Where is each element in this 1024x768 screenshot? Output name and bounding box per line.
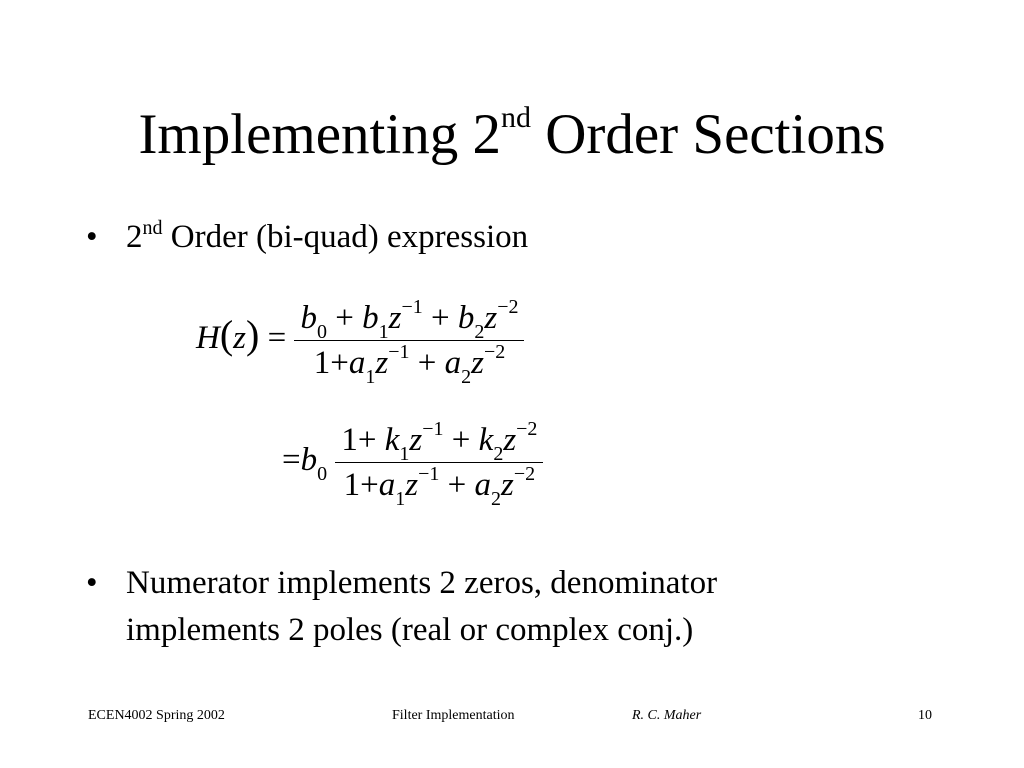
eq1-den-plus1: +: [330, 345, 349, 381]
eq2-num-z1: z: [409, 422, 423, 458]
eq2-den-a2-sub: 2: [491, 488, 502, 510]
eq1-numerator: [294, 298, 524, 341]
eq1-num-z2-exp: −2: [497, 296, 519, 318]
eq1-num-b1-sub: 1: [378, 321, 389, 343]
eq1-equals: =: [267, 320, 287, 357]
title-suffix: Order Sections: [530, 103, 886, 166]
eq1-den-z2-exp: −2: [483, 341, 506, 363]
eq1-den-a1-sub: 1: [365, 366, 376, 388]
eq2-den-plus1: +: [360, 467, 379, 503]
eq2-num-one: 1: [341, 422, 358, 458]
eq2-num-z2-exp: −2: [516, 418, 538, 440]
eq1-num-b0: b: [300, 300, 317, 336]
eq2-denominator: [335, 463, 543, 510]
eq1-z: z: [233, 320, 247, 357]
eq2-den-z1-exp: −1: [418, 463, 440, 485]
eq2-den-a1-sub: 1: [395, 488, 406, 510]
eq1-open-paren: (: [219, 312, 234, 358]
eq1-den-a1: a: [348, 345, 366, 381]
eq2-den-a2: a: [474, 467, 492, 503]
eq1-den-z1-exp: −1: [388, 341, 410, 363]
eq1-num-z1-exp: −1: [401, 296, 423, 318]
eq2-den-one: 1: [343, 467, 361, 503]
transfer-function-equation: [196, 296, 524, 388]
eq1-num-z1: z: [388, 300, 402, 336]
eq2-fraction: [335, 418, 543, 510]
eq2-num-plus2: +: [451, 422, 471, 458]
eq1-num-b1: b: [362, 300, 379, 336]
title-prefix: Implementing 2: [138, 103, 501, 166]
factored-equation: [282, 418, 543, 510]
eq2-den-z2-exp: −2: [513, 463, 536, 485]
bullet-text: [126, 560, 717, 654]
slide-title: [0, 100, 1024, 170]
footer-topic: Filter Implementation: [392, 708, 515, 723]
eq2-num-k2-sub: 2: [493, 443, 504, 465]
footer-author: R. C. Maher: [632, 708, 702, 723]
eq1-den-a2: a: [444, 345, 462, 381]
eq1-close-paren: ): [246, 312, 260, 358]
eq1-num-plus1: +: [335, 300, 354, 336]
eq2-num-k2: k: [478, 422, 494, 458]
eq2-num-plus1: +: [357, 422, 377, 458]
eq1-den-z2: z: [471, 345, 484, 381]
bullet-marker: •: [86, 565, 98, 601]
bullet-prefix: 2: [126, 219, 143, 255]
bullet-label: Order (bi-quad) expression: [162, 219, 529, 255]
eq1-fraction: [294, 296, 524, 388]
eq2-num-k1-sub: 1: [399, 443, 410, 465]
page-number: 10: [918, 708, 932, 723]
eq1-den-z1: z: [375, 345, 389, 381]
eq1-den-a2-sub: 2: [461, 366, 472, 388]
footer-course: ECEN4002 Spring 2002: [88, 708, 225, 723]
bullet-line-1: Numerator implements 2 zeros, denominator: [126, 565, 718, 601]
bullet-line-2: implements 2 poles (real or complex conj.): [126, 612, 694, 648]
bullet-superscript: nd: [142, 217, 163, 239]
eq2-den-a1: a: [378, 467, 396, 503]
eq1-den-one: 1: [313, 345, 331, 381]
eq1-num-b2: b: [457, 300, 475, 336]
eq2-den-plus2: +: [447, 467, 467, 503]
eq1-num-z2: z: [484, 300, 498, 336]
eq2-numerator: [335, 420, 543, 463]
bullet-text: [126, 214, 528, 261]
eq1-num-b2-sub: 2: [474, 321, 485, 343]
eq1-H: H: [196, 320, 220, 357]
eq2-num-k1: k: [384, 422, 400, 458]
eq2-equals: =: [282, 442, 301, 479]
bullet-marker: •: [86, 219, 98, 255]
eq1-den-plus2: +: [417, 345, 437, 381]
eq2-num-z1-exp: −1: [422, 418, 444, 440]
title-superscript: nd: [500, 101, 531, 134]
eq2-num-z2: z: [503, 422, 517, 458]
eq1-num-plus2: +: [430, 300, 450, 336]
eq2-den-z2: z: [501, 467, 514, 503]
eq1-denominator: [294, 341, 524, 388]
eq2-b0: b: [300, 442, 318, 479]
eq2-den-z1: z: [405, 467, 419, 503]
eq2-b0-sub: 0: [317, 463, 328, 486]
eq1-num-b0-sub: 0: [316, 321, 327, 343]
